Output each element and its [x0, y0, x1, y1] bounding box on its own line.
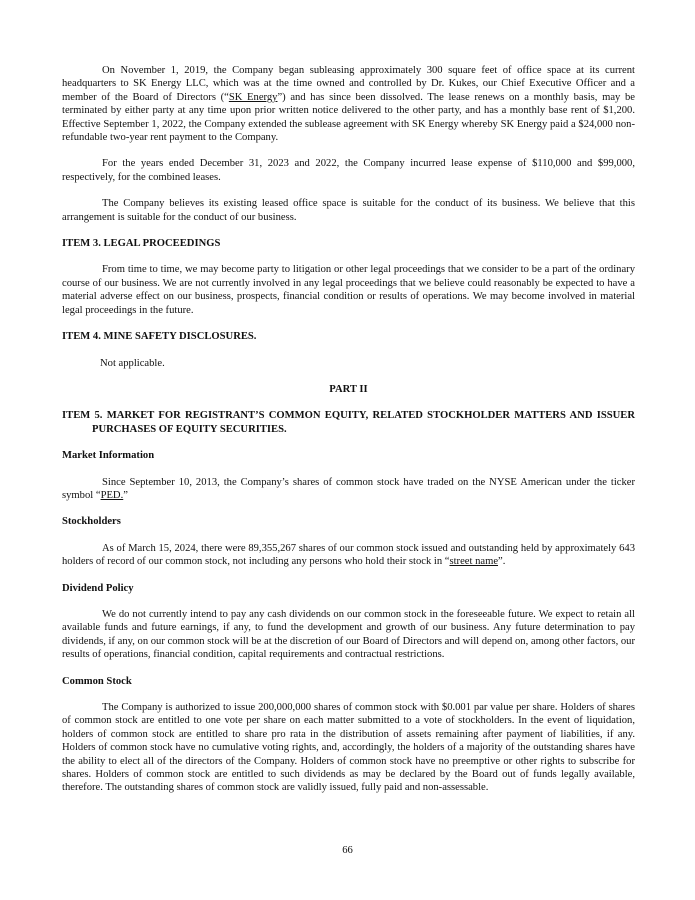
market-information-paragraph	[62, 476, 635, 503]
item5-heading: ITEM 5. MARKET FOR REGISTRANT’S COMMON EQUITY, RELATED STOCKHOLDER MATTERS AND ISSUER PURCHASES OF EQUITY SECURITIES.	[62, 410, 635, 435]
part2-heading: PART II	[329, 383, 368, 395]
office-suitability-paragraph: The Company believes its existing leased office space is suitable for the conduct of its business. We believe that this arrangement is suitable for the conduct of our business.	[62, 198, 635, 223]
text-run: On November 1, 2019, the Company began subleasing approximately 300 square feet of office space at its current headquarters to SK Energy LLC, which was at the time owned and controlled by Dr. Kukes, our Chief Executive Officer and a member of the Board of Directors (“	[62, 65, 635, 103]
item3-heading: ITEM 3. LEGAL PROCEEDINGS	[62, 238, 221, 250]
stockholders-paragraph	[62, 542, 635, 569]
sublease-paragraph	[62, 64, 635, 144]
legal-proceedings-paragraph: From time to time, we may become party to litigation or other legal proceedings that we consider to be a part of the ordinary course of our business. We are not currently involved in any legal proceedings that we believe could reasonably be expected to have a material adverse effect on our business, prospects, financial condition or results of operations. We may become involved in material legal proceedings in the future.	[62, 264, 635, 316]
stockholders-heading: Stockholders	[62, 516, 121, 528]
sk-energy-defined-term: SK Energy	[228, 91, 278, 103]
ticker-symbol: PED.	[100, 489, 124, 501]
common-stock-paragraph: The Company is authorized to issue 200,000,000 shares of common stock with $0.001 par value per share. Holders of shares of common stock are entitled to one vote per share on each matter submitted to a vote of stockholders. In the event of liquidation, holders of common stock are entitled to share pro rata in the distribution of assets remaining after payment of liabilities, if any. Holders of common stock have no cumulative voting rights, and, accordingly, the holders of a majority of the outstanding shares have the ability to elect all of the directors of the Company. Holders of common stock have no preemptive or other rights to subscribe for shares. Holders of common stock are entitled to such dividends as may be declared by the Board out of funds legally available, therefore. The outstanding shares of common stock are validly issued, fully paid and non-assessable.	[62, 702, 635, 794]
document-page	[62, 64, 635, 795]
dividend-policy-heading: Dividend Policy	[62, 582, 134, 594]
common-stock-heading: Common Stock	[62, 675, 132, 687]
text-run: As of March 15, 2024, there were 89,355,267 shares of our common stock issued and outstanding held by approximately 643 holders of record of our common stock, not including any persons who hold their stock in “	[62, 542, 635, 568]
street-name-term: street name	[449, 556, 499, 568]
lease-expense-paragraph: For the years ended December 31, 2023 and 2022, the Company incurred lease expense of $110,000 and $99,000, respectively, for the combined leases.	[62, 158, 635, 183]
text-run: Since September 10, 2013, the Company’s shares of common stock have traded on the NYSE American under the ticker symbol “	[62, 476, 635, 501]
text-run: ”	[123, 489, 128, 501]
text-run: ”.	[498, 556, 506, 568]
market-information-heading: Market Information	[62, 450, 155, 462]
dividend-policy-paragraph: We do not currently intend to pay any cash dividends on our common stock in the foreseeable future. We expect to retain all available funds and future earnings, if any, to fund the development and growth of our business. Any future determination to pay dividends, if any, on our common stock will be at the discretion of our Board of Directors and will depend on, among other factors, our results of operations, financial condition, capital requirements and contractual restrictions.	[62, 608, 636, 661]
not-applicable-text: Not applicable.	[100, 357, 165, 369]
item4-heading: ITEM 4. MINE SAFETY DISCLOSURES.	[62, 331, 257, 343]
page-number: 66	[342, 845, 353, 856]
text-run: ”) and has since been dissolved. The lease renews on a monthly basis, may be terminated by either party at any time upon prior written notice delivered to the other party, and has a monthly base rent of $1,200. Effective September 1, 2022, the Company extended the sublease agreement with SK Energy whereby SK Energy paid a $24,000 non-refundable two-year rent payment to the Company.	[62, 91, 635, 144]
